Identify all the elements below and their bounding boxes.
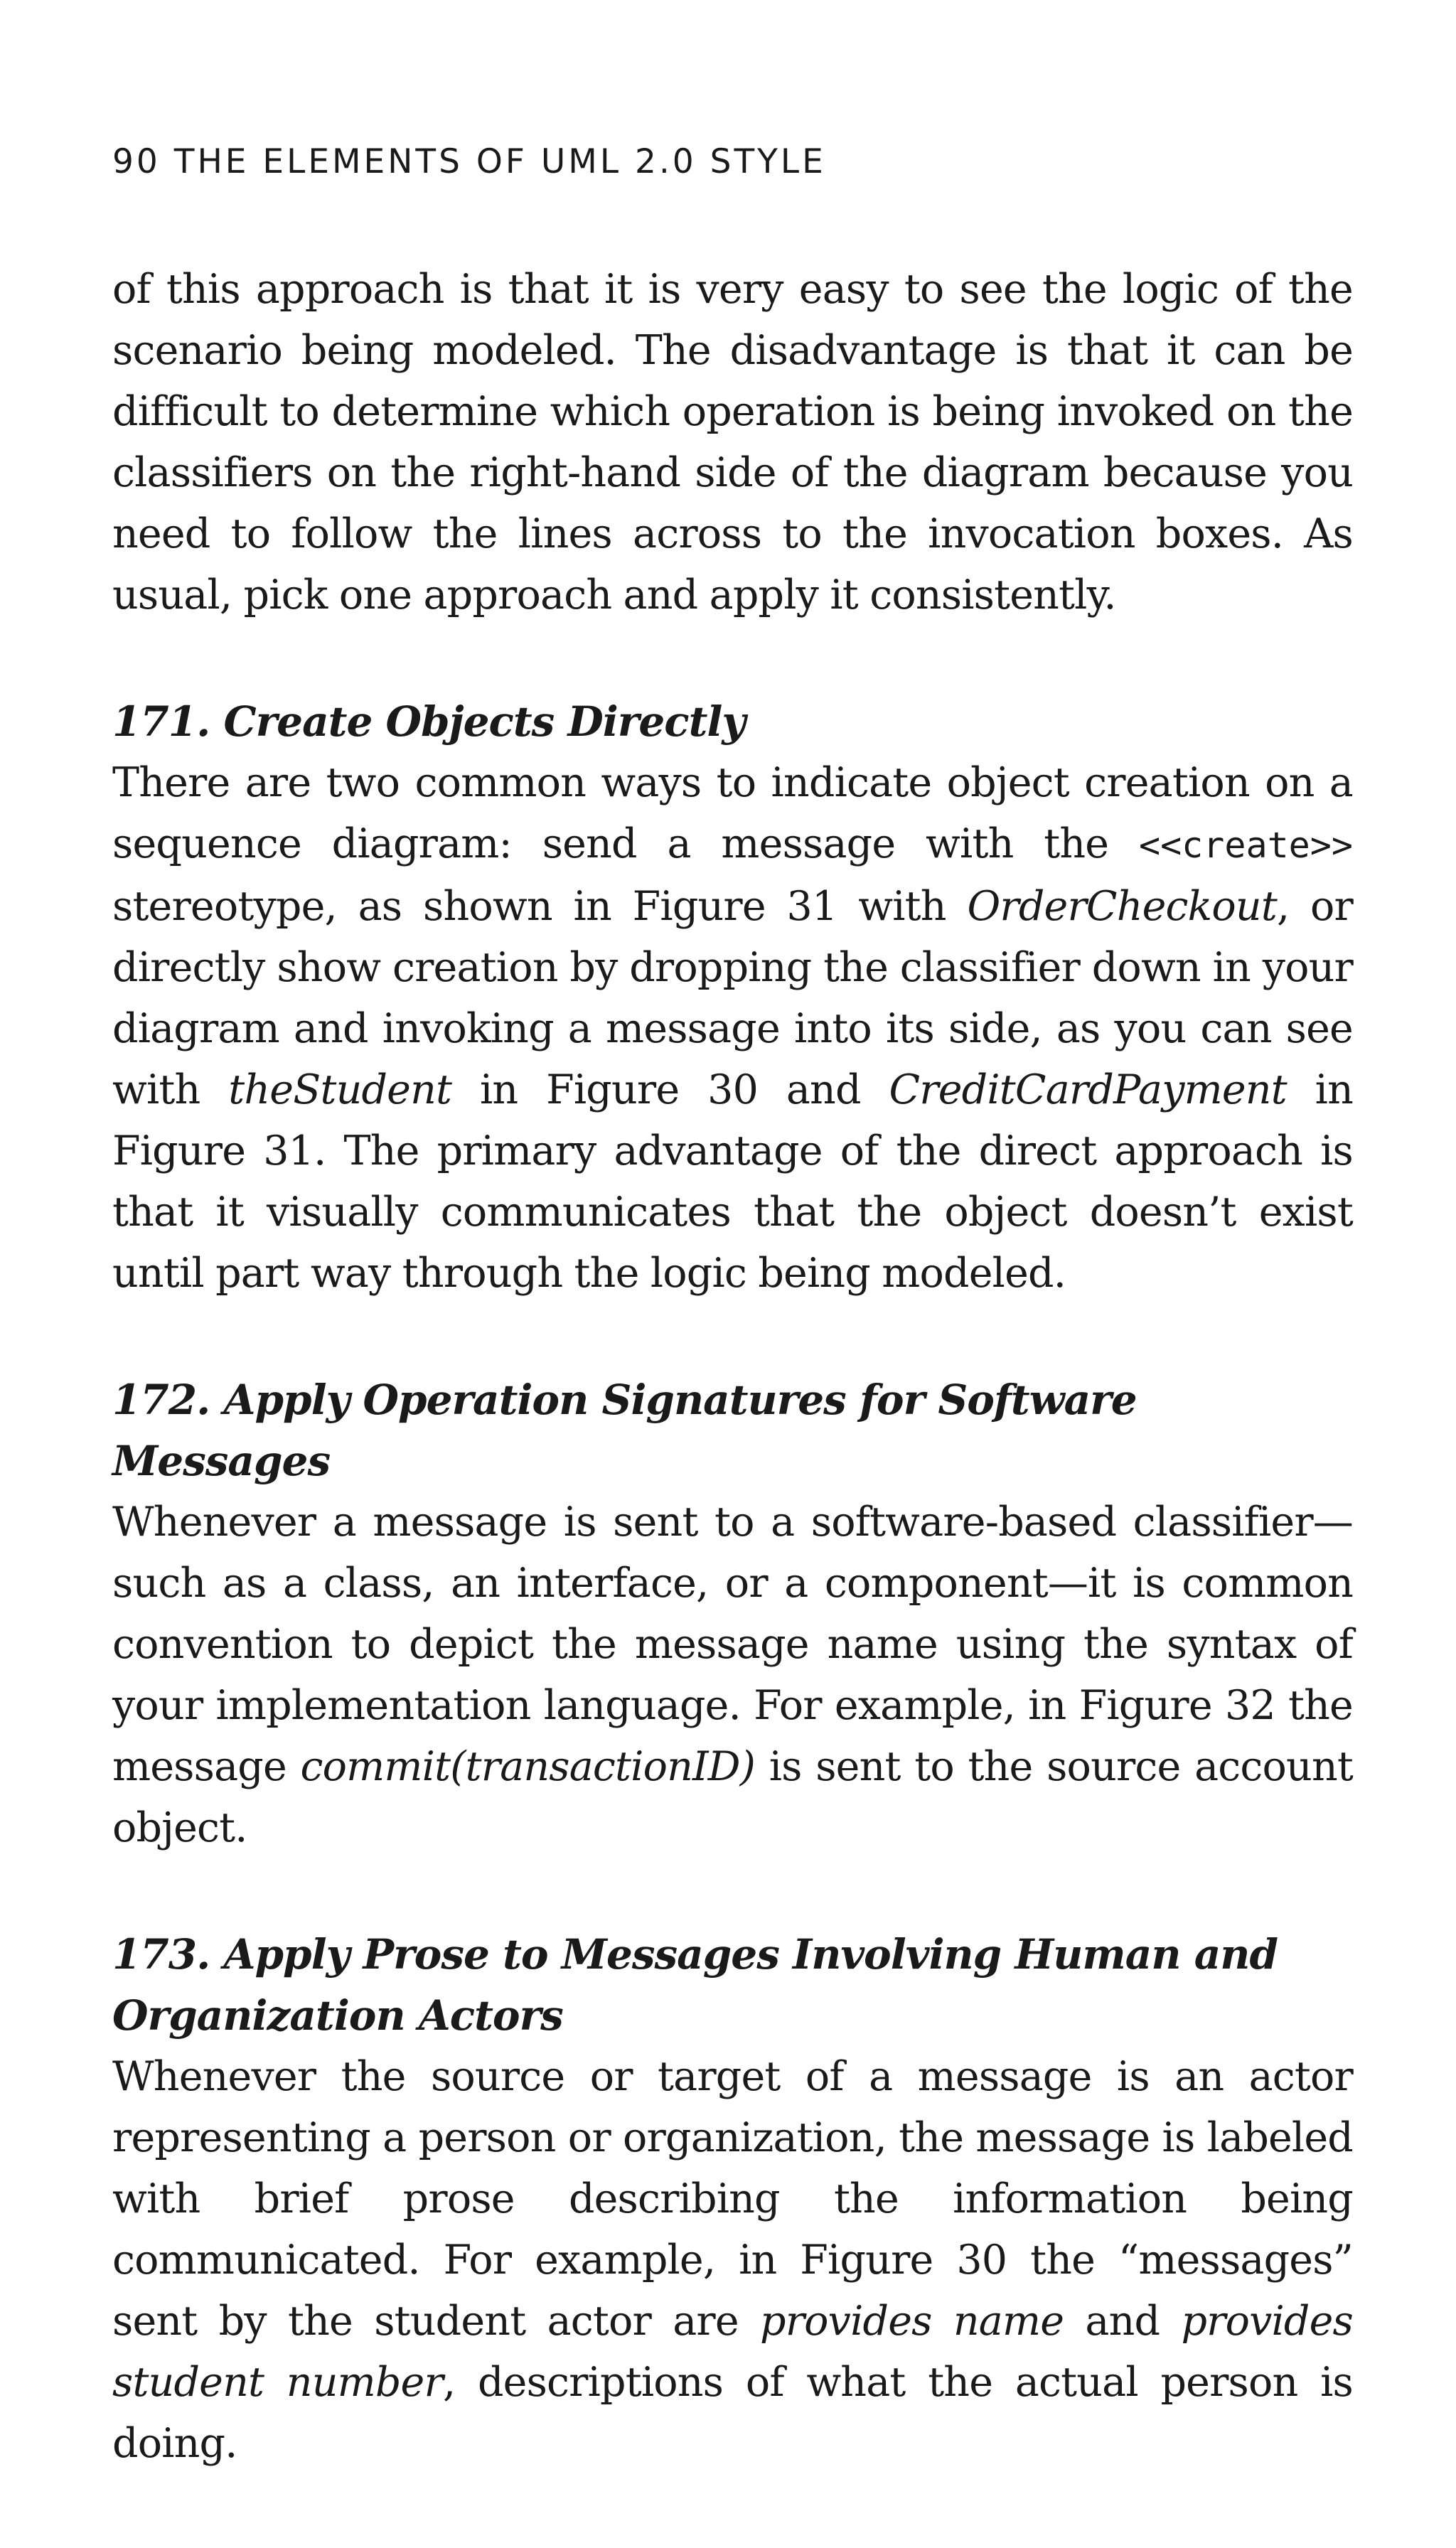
text-run: is sent to the source account object.	[112, 1743, 1353, 1851]
section-title: 171. Create Objects Directly	[112, 697, 746, 746]
section-paragraph	[112, 1492, 1353, 1858]
section-paragraph	[112, 752, 1353, 1304]
code-stereotype: <<create>>	[1138, 825, 1353, 866]
text-run: stereotype, as shown in Figure 31 with	[112, 883, 968, 930]
text-run: in Figure 30 and	[451, 1066, 889, 1113]
section-title: 172. Apply Operation Signatures for Software Messages	[112, 1376, 1137, 1485]
italic-term: provides student number	[112, 2298, 1353, 2406]
text-run: There are two common ways to indicate object creation on a sequence diagram: send a message with the	[112, 759, 1353, 867]
section-173	[112, 1924, 1353, 2474]
text-run: and	[1064, 2298, 1182, 2345]
intro-paragraph: of this approach is that it is very easy to see the logic of the scenario being modeled. The disadvantage is that it can be difficult to determine which operation is being invoked on the classifiers on the right-hand side of the diagram because you need to follow the lines across to the invocation boxes. As usual, pick one approach and apply it consistently.	[112, 266, 1353, 619]
text-run: , or directly show creation by dropping the classifier down in your diagram and invoking a message into its side, as you can see with	[112, 883, 1353, 1113]
italic-term: OrderCheckout	[967, 883, 1277, 930]
running-head: 90 THE ELEMENTS OF UML 2.0 STYLE	[112, 142, 826, 181]
text-run: , descriptions of what the actual person is doing.	[112, 2359, 1353, 2467]
section-172	[112, 1369, 1353, 1858]
text-run: Whenever a message is sent to a software-based classifier—such as a class, an interface, or a component—it is common convention to depict the message name using the syntax of your implementation language. For example, in Figure 32 the message	[112, 1499, 1353, 1790]
section-paragraph	[112, 2046, 1353, 2474]
italic-term: theStudent	[228, 1066, 452, 1113]
italic-term: commit(transactionID)	[300, 1743, 756, 1790]
text-run: in Figure 31. The primary advantage of the direct approach is that it visually communicates that the object doesn’t exist until part way through the logic being modeled.	[112, 1066, 1353, 1297]
section-171	[112, 691, 1353, 1304]
italic-term: provides name	[760, 2298, 1064, 2345]
italic-term: CreditCardPayment	[889, 1066, 1287, 1113]
book-page	[112, 141, 1353, 2474]
section-title: 173. Apply Prose to Messages Involving Human and Organization Actors	[112, 1930, 1278, 2040]
text-run: Whenever the source or target of a message is an actor representing a person or organization, the message is labeled with brief prose describing the information being communicated. For example, in Figure 30 the “messages” sent by the student actor are	[112, 2053, 1353, 2345]
